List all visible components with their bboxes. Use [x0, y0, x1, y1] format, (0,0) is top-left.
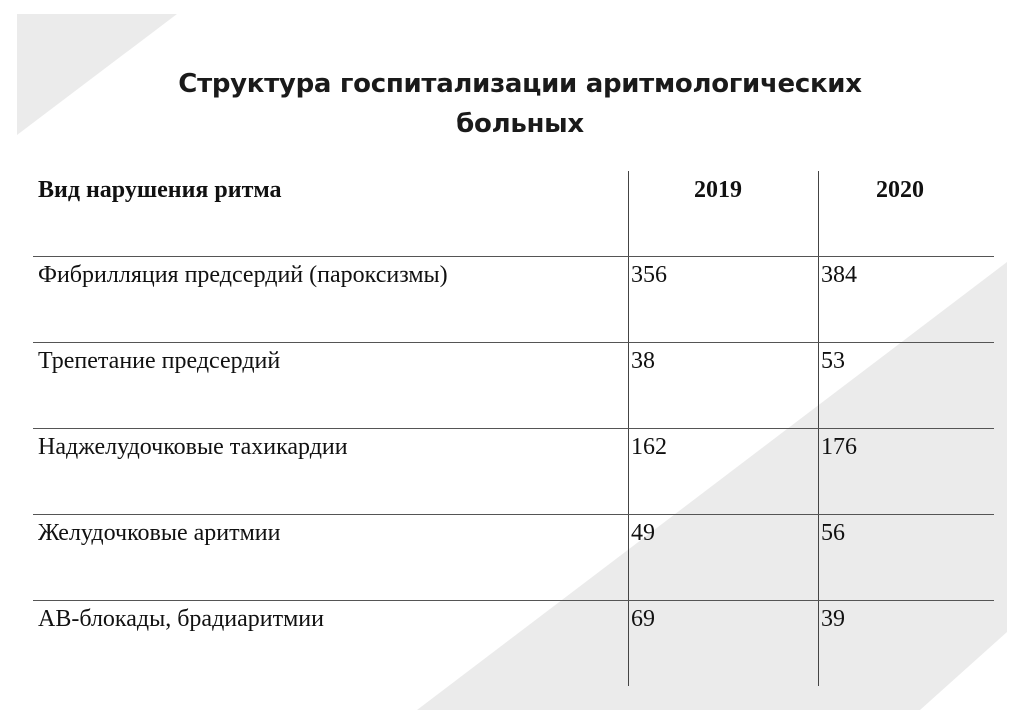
title-line-1: Структура госпитализации аритмологических [178, 69, 862, 99]
value-2020: 53 [821, 348, 845, 374]
value-2019: 356 [631, 262, 667, 288]
row-divider [33, 342, 994, 343]
column-header-2019: 2019 [694, 177, 742, 203]
value-2020: 384 [821, 262, 857, 288]
row-divider [33, 514, 994, 515]
column-header-type: Вид нарушения ритма [38, 177, 282, 203]
row-divider [33, 600, 994, 601]
row-label: Фибрилляция предсердий (пароксизмы) [38, 262, 448, 288]
value-2019: 69 [631, 606, 655, 632]
value-2020: 176 [821, 434, 857, 460]
value-2020: 39 [821, 606, 845, 632]
value-2020: 56 [821, 520, 845, 546]
title-line-2: больных [456, 109, 584, 139]
row-divider [33, 256, 994, 257]
value-2019: 49 [631, 520, 655, 546]
value-2019: 162 [631, 434, 667, 460]
value-2019: 38 [631, 348, 655, 374]
row-label: Трепетание предсердий [38, 348, 281, 374]
row-divider [33, 428, 994, 429]
row-label: АВ-блокады, брадиаритмии [38, 606, 324, 632]
column-header-2020: 2020 [876, 177, 924, 203]
row-label: Наджелудочковые тахикардии [38, 434, 348, 460]
row-label: Желудочковые аритмии [38, 520, 281, 546]
